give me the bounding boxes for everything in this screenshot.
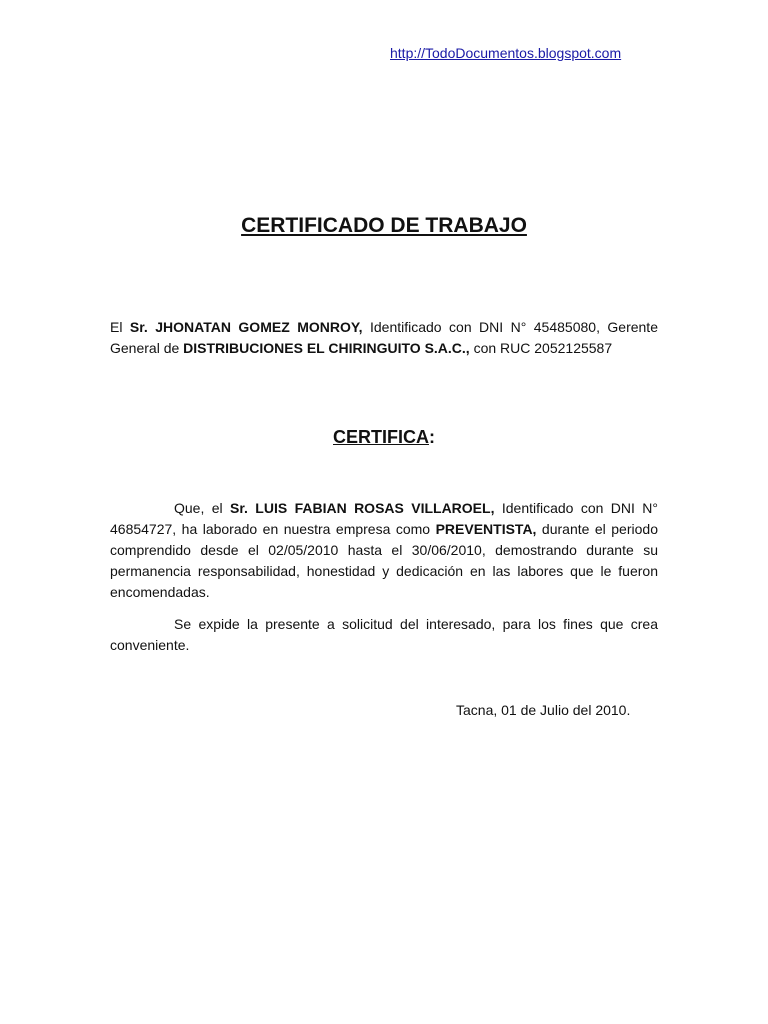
intro-text-3: con RUC 2052125587	[469, 340, 613, 356]
source-link[interactable]: http://TodoDocumentos.blogspot.com	[390, 45, 622, 61]
document-title: CERTIFICADO DE TRABAJO	[241, 214, 527, 237]
certifica-word: CERTIFICA	[333, 427, 429, 447]
job-position: PREVENTISTA,	[435, 521, 537, 537]
issuance-paragraph: Se expide la presente a solicitud del interesado, para los fines que crea conveniente.	[110, 616, 658, 653]
company-name: DISTRIBUCIONES EL CHIRINGUITO S.A.C.,	[183, 340, 470, 356]
employee-name: Sr. LUIS FABIAN ROSAS VILLAROEL,	[230, 500, 495, 516]
certifica-heading	[0, 427, 768, 448]
intro-text-1: El	[110, 319, 130, 335]
intro-paragraph	[110, 317, 658, 359]
manager-name: Sr. JHONATAN GOMEZ MONROY,	[129, 319, 363, 335]
body-paragraph	[110, 498, 658, 603]
body-text-3: durante el periodo comprendido desde el 02/05/2010 hasta el 30/06/2010, demostrando durante su permanencia responsabilidad, honestidad y dedicación en las labores que le fueron encomendadas.	[110, 521, 658, 600]
place-date: Tacna, 01 de Julio del 2010.	[456, 702, 631, 718]
intro-text-2: Identificado con DNI N° 45485080, Gerente General de	[110, 319, 658, 356]
body-text-2: Identificado con DNI N° 46854727, ha laborado en nuestra empresa como	[110, 500, 659, 537]
certifica-colon: :	[429, 427, 435, 447]
body-text-1: Que, el	[174, 500, 231, 516]
